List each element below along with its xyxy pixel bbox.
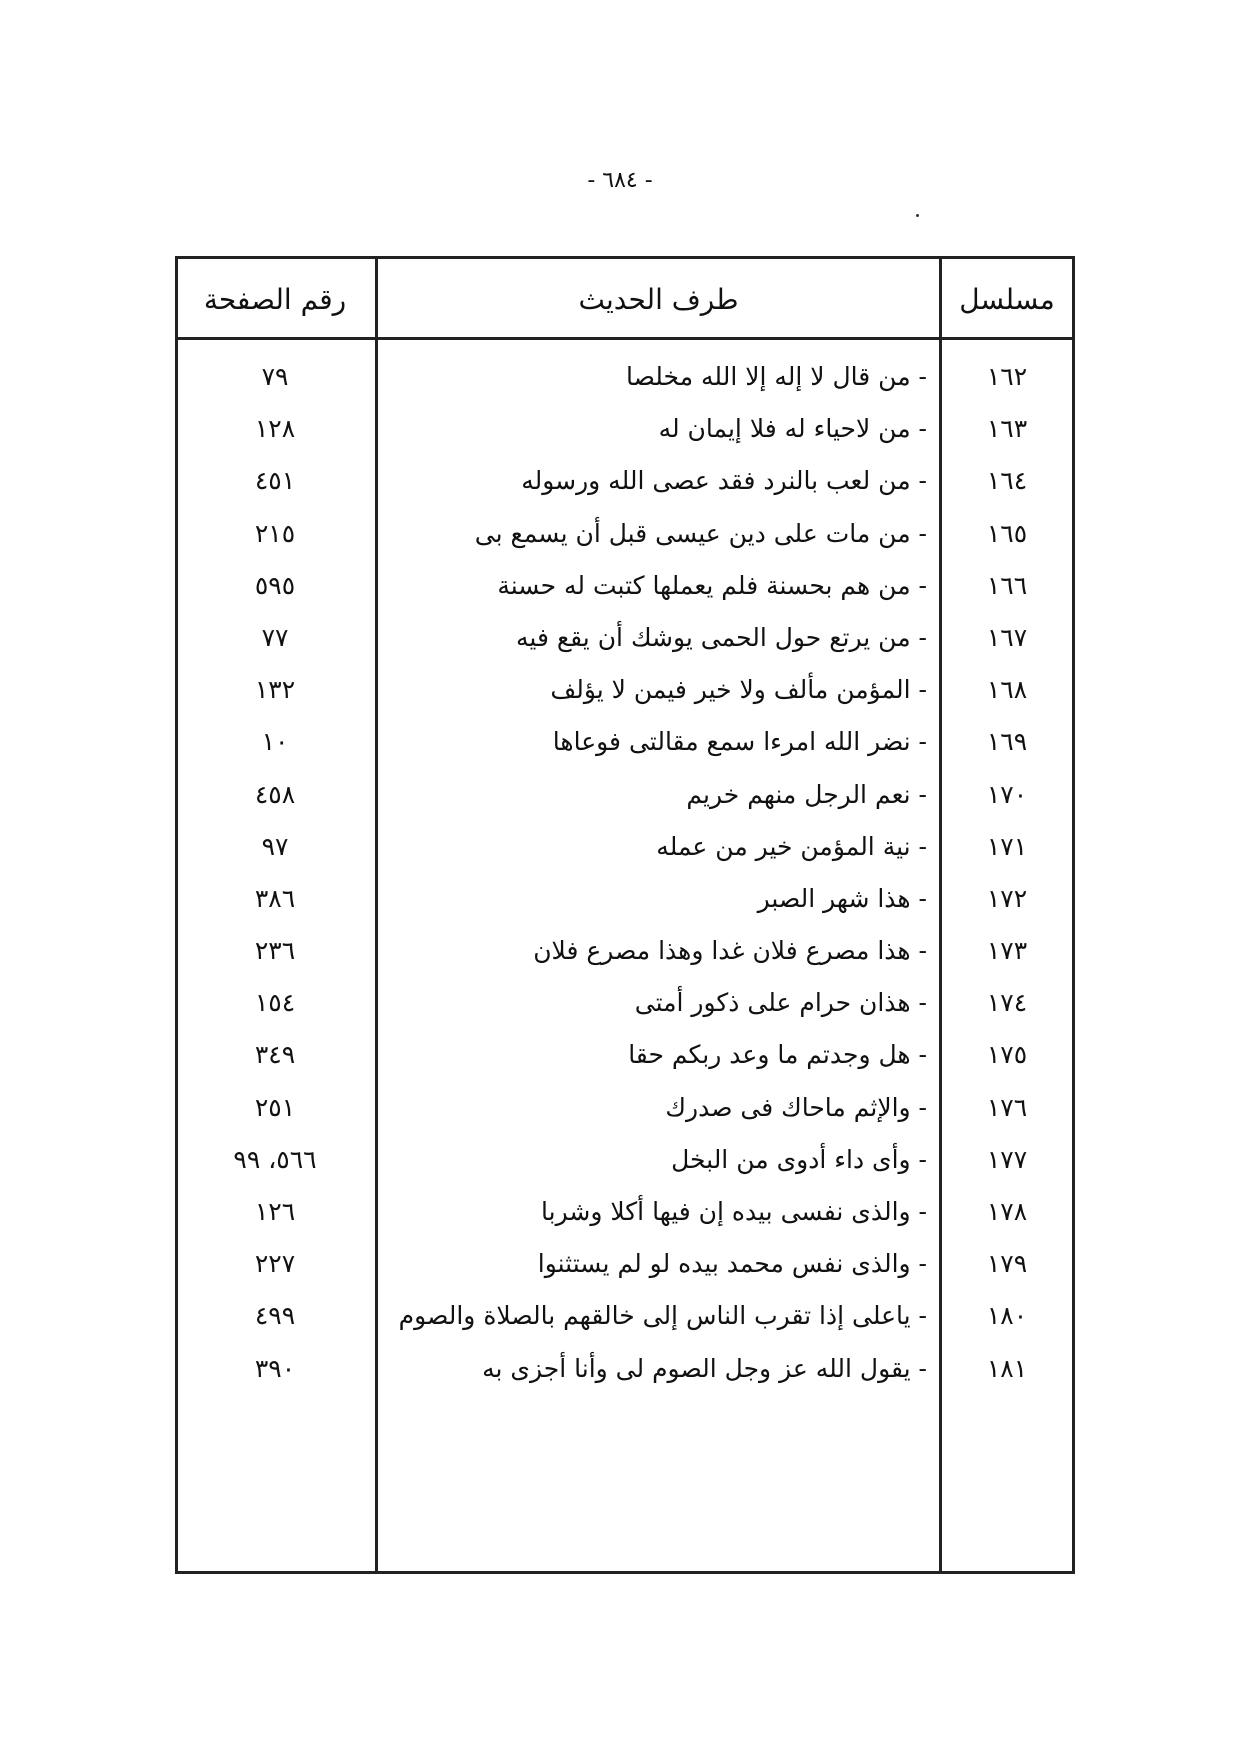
table-row bbox=[178, 1343, 1072, 1395]
hadith-cell: - هذان حرام على ذكور أمتى bbox=[634, 988, 927, 1018]
page-cell: ٣٤٩ bbox=[254, 1040, 296, 1070]
page-cell: ١٣٢ bbox=[254, 675, 296, 705]
page-cell: ٥٩٥ bbox=[254, 570, 296, 600]
table-row bbox=[178, 821, 1072, 873]
page-cell: ٧٧ bbox=[261, 622, 289, 652]
hadith-cell: - نية المؤمن خير من عمله bbox=[656, 831, 927, 861]
serial-cell: ١٦٨ bbox=[986, 675, 1028, 705]
table-row bbox=[178, 455, 1072, 507]
serial-cell: ١٦٣ bbox=[986, 414, 1028, 444]
page-cell: ٣٨٦ bbox=[254, 883, 296, 913]
page-cell: ١٥٤ bbox=[254, 988, 296, 1018]
serial-cell: ١٧٢ bbox=[986, 883, 1028, 913]
page-cell: ٥٦٦، ٩٩ bbox=[233, 1144, 317, 1174]
serial-cell: ١٦٧ bbox=[986, 622, 1028, 652]
table-row bbox=[178, 716, 1072, 768]
serial-cell: ١٧٤ bbox=[986, 988, 1028, 1018]
hadith-cell: - هذا مصرع فلان غدا وهذا مصرع فلان bbox=[533, 936, 927, 966]
page-cell: ٧٩ bbox=[261, 362, 289, 391]
serial-cell: ١٨٠ bbox=[986, 1301, 1028, 1331]
serial-cell: ١٧٦ bbox=[986, 1092, 1028, 1122]
hadith-cell: - نعم الرجل منهم خريم bbox=[686, 779, 927, 809]
serial-cell: ١٦٩ bbox=[986, 727, 1028, 757]
serial-cell: ١٧٣ bbox=[986, 936, 1028, 966]
header-page-number: رقم الصفحة bbox=[203, 283, 347, 316]
hadith-index-table bbox=[175, 256, 1075, 1574]
hadith-cell: - والذى نفس محمد بيده لو لم يستثنوا bbox=[537, 1249, 927, 1279]
page-cell: ٤٥١ bbox=[254, 466, 296, 496]
table-row bbox=[178, 560, 1072, 612]
hadith-cell: - هذا شهر الصبر bbox=[757, 883, 927, 913]
table-row bbox=[178, 403, 1072, 455]
hadith-cell: - من قال لا إله إلا الله مخلصا bbox=[625, 362, 927, 391]
page-cell: ١٠ bbox=[261, 727, 289, 757]
serial-cell: ١٦٤ bbox=[986, 466, 1028, 496]
serial-cell: ١٦٦ bbox=[986, 570, 1028, 600]
table-row bbox=[178, 769, 1072, 821]
table-row bbox=[178, 1082, 1072, 1134]
page-cell: ٤٩٩ bbox=[254, 1301, 296, 1331]
page-cell: ١٢٨ bbox=[254, 414, 296, 444]
table-row bbox=[178, 664, 1072, 716]
page-cell: ٩٧ bbox=[261, 831, 289, 861]
hadith-cell: - والذى نفسى بيده إن فيها أكلا وشربا bbox=[541, 1197, 927, 1226]
hadith-cell: - المؤمن مألف ولا خير فيمن لا يؤلف bbox=[550, 675, 927, 705]
table-row bbox=[178, 612, 1072, 664]
page-cell: ٤٥٨ bbox=[254, 779, 296, 809]
table-row bbox=[178, 1186, 1072, 1238]
serial-cell: ١٦٢ bbox=[986, 362, 1028, 391]
table-row bbox=[178, 1029, 1072, 1081]
hadith-cell: - والإثم ماحاك فى صدرك bbox=[665, 1092, 927, 1122]
hadith-cell: - من مات على دين عيسى قبل أن يسمع بى bbox=[474, 518, 927, 548]
table-row bbox=[178, 1134, 1072, 1186]
hadith-cell: - ياعلى إذا تقرب الناس إلى خالقهم بالصلاة والصوم bbox=[398, 1301, 927, 1331]
hadith-cell: - وأى داء أدوى من البخل bbox=[671, 1144, 927, 1174]
page-cell: ٣٩٠ bbox=[254, 1353, 296, 1383]
page-cell: ٢١٥ bbox=[254, 518, 296, 548]
table-row bbox=[178, 925, 1072, 977]
hadith-cell: - نضر الله امرءا سمع مقالتى فوعاها bbox=[552, 727, 927, 757]
serial-cell: ١٧٨ bbox=[986, 1197, 1028, 1226]
serial-cell: ١٧٥ bbox=[986, 1040, 1028, 1070]
page-number: - ٦٨٤ - bbox=[587, 168, 653, 193]
table-row bbox=[178, 873, 1072, 925]
page-cell: ٢٥١ bbox=[254, 1092, 296, 1122]
table-row bbox=[178, 1238, 1072, 1290]
serial-cell: ١٧١ bbox=[986, 831, 1028, 861]
hadith-cell: - يقول الله عز وجل الصوم لى وأنا أجزى به bbox=[482, 1353, 927, 1383]
hadith-cell: - من لعب بالنرد فقد عصى الله ورسوله bbox=[521, 466, 927, 496]
serial-cell: ١٨١ bbox=[986, 1353, 1028, 1383]
table-body bbox=[178, 351, 1072, 1395]
page-cell: ١٢٦ bbox=[254, 1197, 296, 1226]
hadith-cell: - من يرتع حول الحمى يوشك أن يقع فيه bbox=[516, 622, 927, 652]
stray-mark bbox=[916, 214, 919, 217]
hadith-cell: - من لاحياء له فلا إيمان له bbox=[658, 414, 927, 444]
serial-cell: ١٦٥ bbox=[986, 518, 1028, 548]
table-row bbox=[178, 977, 1072, 1029]
page-cell: ٢٢٧ bbox=[254, 1249, 296, 1279]
header-divider bbox=[178, 337, 1072, 340]
page-cell: ٢٣٦ bbox=[254, 936, 296, 966]
table-row bbox=[178, 1290, 1072, 1342]
hadith-cell: - هل وجدتم ما وعد ربكم حقا bbox=[628, 1040, 927, 1070]
serial-cell: ١٧٩ bbox=[986, 1249, 1028, 1279]
header-hadith: طرف الحديث bbox=[578, 283, 739, 316]
serial-cell: ١٧٧ bbox=[986, 1144, 1028, 1174]
table-row bbox=[178, 508, 1072, 560]
header-serial: مسلسل bbox=[959, 283, 1055, 316]
table-row bbox=[178, 351, 1072, 403]
serial-cell: ١٧٠ bbox=[986, 779, 1028, 809]
hadith-cell: - من هم بحسنة فلم يعملها كتبت له حسنة bbox=[497, 570, 927, 600]
